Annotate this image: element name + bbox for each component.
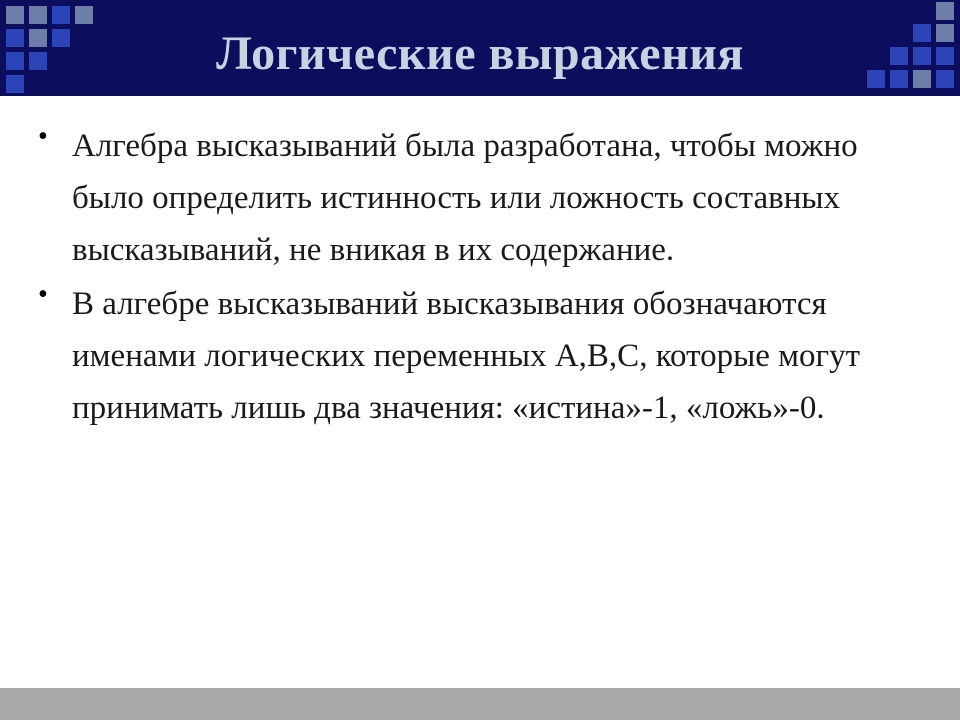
bullet-text: В алгебре высказываний высказывания обозначаются именами логических переменных А,В,С, которые могут принимать лишь два значения: «истина»-1, «ложь»-0.	[72, 286, 861, 426]
bullet-text: Алгебра высказываний была разработана, чтобы можно было определить истинность или ложность составных высказываний, не вникая в их содержание.	[72, 128, 858, 268]
bullet-dot-icon: •	[38, 279, 48, 310]
bullet-list	[38, 120, 918, 436]
footer-bar	[0, 688, 960, 720]
bullet-item	[38, 120, 918, 276]
bullet-dot-icon: •	[38, 121, 48, 152]
bullet-item	[38, 278, 918, 434]
slide-title: Логические выражения	[216, 27, 744, 80]
slide-header	[0, 0, 960, 96]
